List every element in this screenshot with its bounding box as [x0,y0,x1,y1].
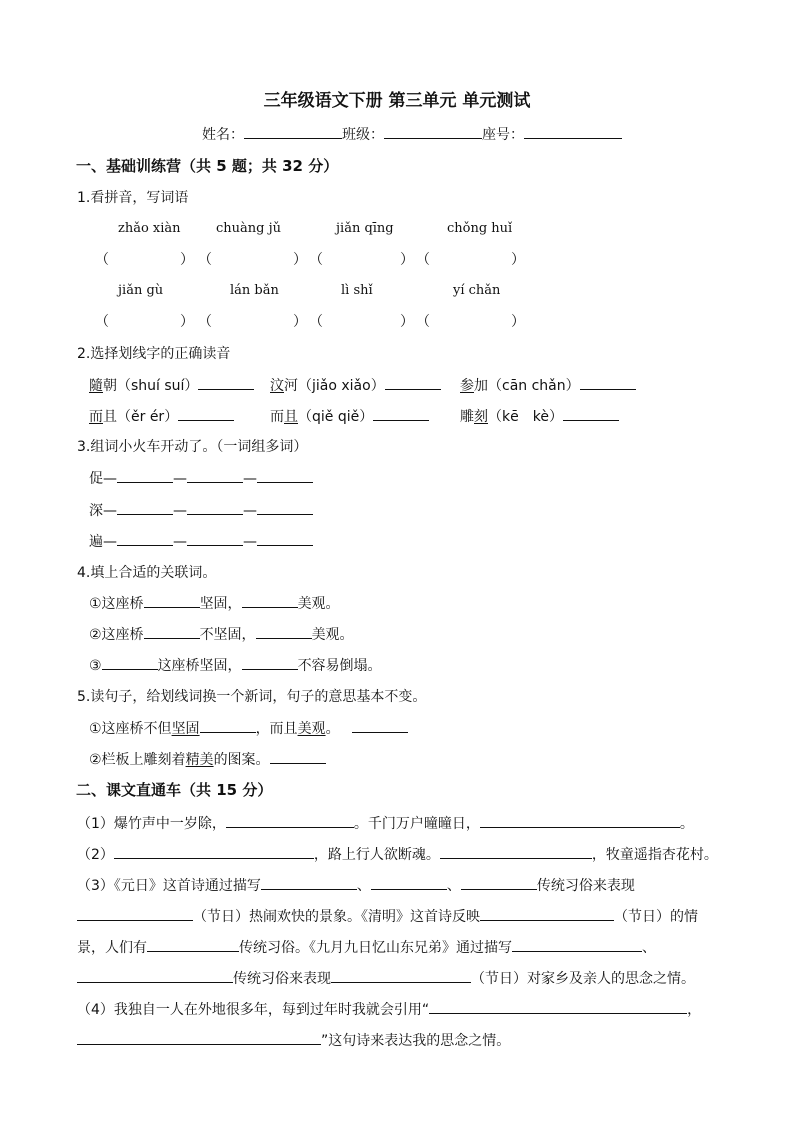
poem-fill-line [77,999,701,1019]
section-1-heading: 一、基础训练营（共 5 题；共 32 分） [76,157,339,175]
plain-char: 雕 [460,409,474,425]
line-text: ，而且 [255,721,298,737]
line-text: （3）《元日》这首诗通过描写 [77,878,261,894]
answer-blank[interactable] [178,406,234,421]
line-text: 、 [356,878,371,894]
reading-item [270,375,441,395]
line-text: 坚固， [199,596,242,612]
underlined-char: 刻 [474,409,488,425]
dash: — [243,534,257,550]
answer-blank[interactable] [385,375,441,390]
answer-paren-close: ） [511,314,525,330]
underlined-char: 隨 [89,378,103,394]
line-text: ”这句诗来表达我的思念之情。 [321,1033,511,1049]
underlined-word: 精美 [185,752,214,768]
line-text: 美观。 [297,596,340,612]
line-text: ②栏板上雕刻着 [89,752,186,768]
line-text: ①这座桥 [89,596,144,612]
underlined-char: 而 [89,409,103,425]
pinyin-item: yí chǎn [453,283,501,298]
underlined-word: 坚固 [171,721,200,737]
answer-blank[interactable] [187,500,243,515]
name-blank[interactable] [244,124,342,139]
answer-blank[interactable] [200,718,256,733]
underlined-char: 且 [284,409,298,425]
line-text: 传统习俗来表现 [536,878,635,894]
question-4-stem: 4.填上合适的关联词。 [77,565,217,581]
reading-item [89,375,254,395]
line-text: （2） [77,847,114,863]
pinyin-item: lán bǎn [230,283,279,298]
answer-blank[interactable] [187,468,243,483]
answer-blank[interactable] [77,968,233,983]
answer-paren-open: （ [198,314,212,330]
dash: — [173,503,187,519]
line-text: 不坚固， [199,627,256,643]
underlined-char: 汶 [270,378,284,394]
poem-fill-line [77,906,698,926]
conjunction-line [89,655,382,675]
poem-fill-line [77,813,694,833]
answer-blank[interactable] [480,906,614,921]
page-title: 三年级语文下册 第三单元 单元测试 [263,91,531,111]
line-text: （节日）热闹欢快的景象。《清明》这首诗反映 [193,909,480,925]
pinyin-item: chǒng huǐ [447,221,513,236]
answer-paren-open: （ [416,252,430,268]
word-train-row [89,531,313,551]
pinyin-item: lì shǐ [341,283,373,298]
question-1-stem: 1.看拼音，写词语 [77,190,189,206]
answer-blank[interactable] [257,468,313,483]
underlined-word: 美观 [297,721,326,737]
word-train-row [89,500,313,520]
answer-blank[interactable] [198,375,254,390]
reading-options: 且（ěr ér） [103,409,179,425]
answer-blank[interactable] [480,813,680,828]
line-text: 。千门万户曈曈日， [353,816,480,832]
line-text: 的图案。 [213,752,270,768]
answer-paren-close: ） [180,314,194,330]
dash: — [243,503,257,519]
reading-item [460,375,636,395]
answer-blank[interactable] [373,406,429,421]
dash: — [173,534,187,550]
answer-paren-open: （ [309,314,323,330]
answer-blank[interactable] [144,593,200,608]
conjunction-line [89,624,354,644]
answer-blank[interactable] [563,406,619,421]
poem-fill-line [77,1030,510,1050]
pinyin-item: jiǎn gù [118,283,164,298]
reading-options: 河（jiǎo xiǎo） [284,378,385,394]
line-text: ，牧童遥指杏花村。 [591,847,718,863]
plain-char: 而 [270,409,284,425]
poem-fill-line [77,937,656,957]
line-text: ， [687,1002,702,1018]
answer-paren-open: （ [95,252,109,268]
answer-paren-close: ） [293,314,307,330]
question-2-stem: 2.选择划线字的正确读音 [77,346,231,362]
line-text: （1）爆竹声中一岁除， [77,816,226,832]
seat-blank[interactable] [524,124,622,139]
dash: — [173,471,187,487]
reading-item [460,406,619,426]
seat-label: 座号： [482,127,524,143]
question-5-stem: 5.读句子，给划线词换一个新词，句子的意思基本不变。 [77,689,427,705]
answer-blank[interactable] [331,968,471,983]
line-text: ③ [89,658,102,674]
answer-blank[interactable] [242,593,298,608]
reading-options: 朝（shuí suí） [103,378,199,394]
answer-blank[interactable] [352,718,408,733]
answer-blank[interactable] [270,749,326,764]
poem-fill-line [77,968,695,988]
underlined-char: 参 [460,378,474,394]
answer-blank[interactable] [461,875,537,890]
reading-options: 加（cān chǎn） [474,378,580,394]
answer-blank[interactable] [102,655,158,670]
line-text: 、 [642,940,656,956]
reading-options: （kē kè） [488,409,563,425]
synonym-line [89,749,326,769]
line-text: 不容易倒塌。 [297,658,382,674]
question-3-stem: 3.组词小火车开动了。（一词组多词） [77,439,308,455]
answer-blank[interactable] [187,531,243,546]
line-text: ①这座桥不但 [89,721,172,737]
answer-paren-open: （ [95,314,109,330]
class-blank[interactable] [384,124,482,139]
pinyin-item: jiǎn qīng [336,221,394,236]
answer-paren-close: ） [511,252,525,268]
train-char: 深— [89,503,117,519]
section-2-heading: 二、课文直通车（共 15 分） [76,781,273,799]
line-text: ，路上行人欲断魂。 [313,847,440,863]
line-text: 。 [325,721,340,737]
answer-paren-close: ） [293,252,307,268]
conjunction-line [89,593,340,613]
answer-paren-close: ） [400,252,414,268]
answer-paren-open: （ [416,314,430,330]
dash: — [243,471,257,487]
answer-blank[interactable] [77,906,193,921]
answer-paren-close: ） [400,314,414,330]
answer-blank[interactable] [117,500,173,515]
answer-paren-close: ） [180,252,194,268]
line-text: 美观。 [311,627,354,643]
line-text: 传统习俗来表现 [233,971,331,987]
line-text: 这座桥坚固， [157,658,242,674]
answer-blank[interactable] [256,624,312,639]
line-text: （4）我独自一人在外地很多年，每到过年时我就会引用“ [77,1002,430,1018]
reading-item [89,406,234,426]
answer-blank[interactable] [144,624,200,639]
answer-blank[interactable] [147,937,239,952]
poem-fill-line [77,844,718,864]
word-train-row [89,468,313,488]
line-text: ②这座桥 [89,627,144,643]
train-char: 遍— [89,534,117,550]
answer-blank[interactable] [114,844,314,859]
answer-blank[interactable] [440,844,592,859]
line-text: （节日）对家乡及亲人的思念之情。 [471,971,695,987]
answer-blank[interactable] [580,375,636,390]
pinyin-item: zhǎo xiàn [118,221,181,236]
pinyin-item: chuàng jǔ [216,221,282,236]
train-char: 促— [89,471,117,487]
answer-blank[interactable] [226,813,354,828]
name-label: 姓名： [202,127,244,143]
answer-blank[interactable] [242,655,298,670]
answer-blank[interactable] [512,937,642,952]
line-text: 、 [446,878,461,894]
answer-paren-open: （ [198,252,212,268]
synonym-line [89,718,408,738]
answer-blank[interactable] [117,531,173,546]
answer-paren-open: （ [309,252,323,268]
class-label: 班级： [342,127,384,143]
answer-blank[interactable] [257,531,313,546]
line-text: 景，人们有 [77,940,147,956]
answer-blank[interactable] [117,468,173,483]
line-text: 传统习俗。《九月九日忆山东兄弟》通过描写 [239,940,512,956]
reading-options: （qiě qiě） [298,409,374,425]
student-info-line [202,124,622,144]
answer-blank[interactable] [261,875,357,890]
line-text: （节日）的情 [614,909,698,925]
answer-blank[interactable] [257,500,313,515]
poem-fill-line [77,875,635,895]
reading-item [270,406,429,426]
answer-blank[interactable] [429,999,687,1014]
answer-blank[interactable] [371,875,447,890]
answer-blank[interactable] [77,1030,321,1045]
line-text: 。 [679,816,694,832]
